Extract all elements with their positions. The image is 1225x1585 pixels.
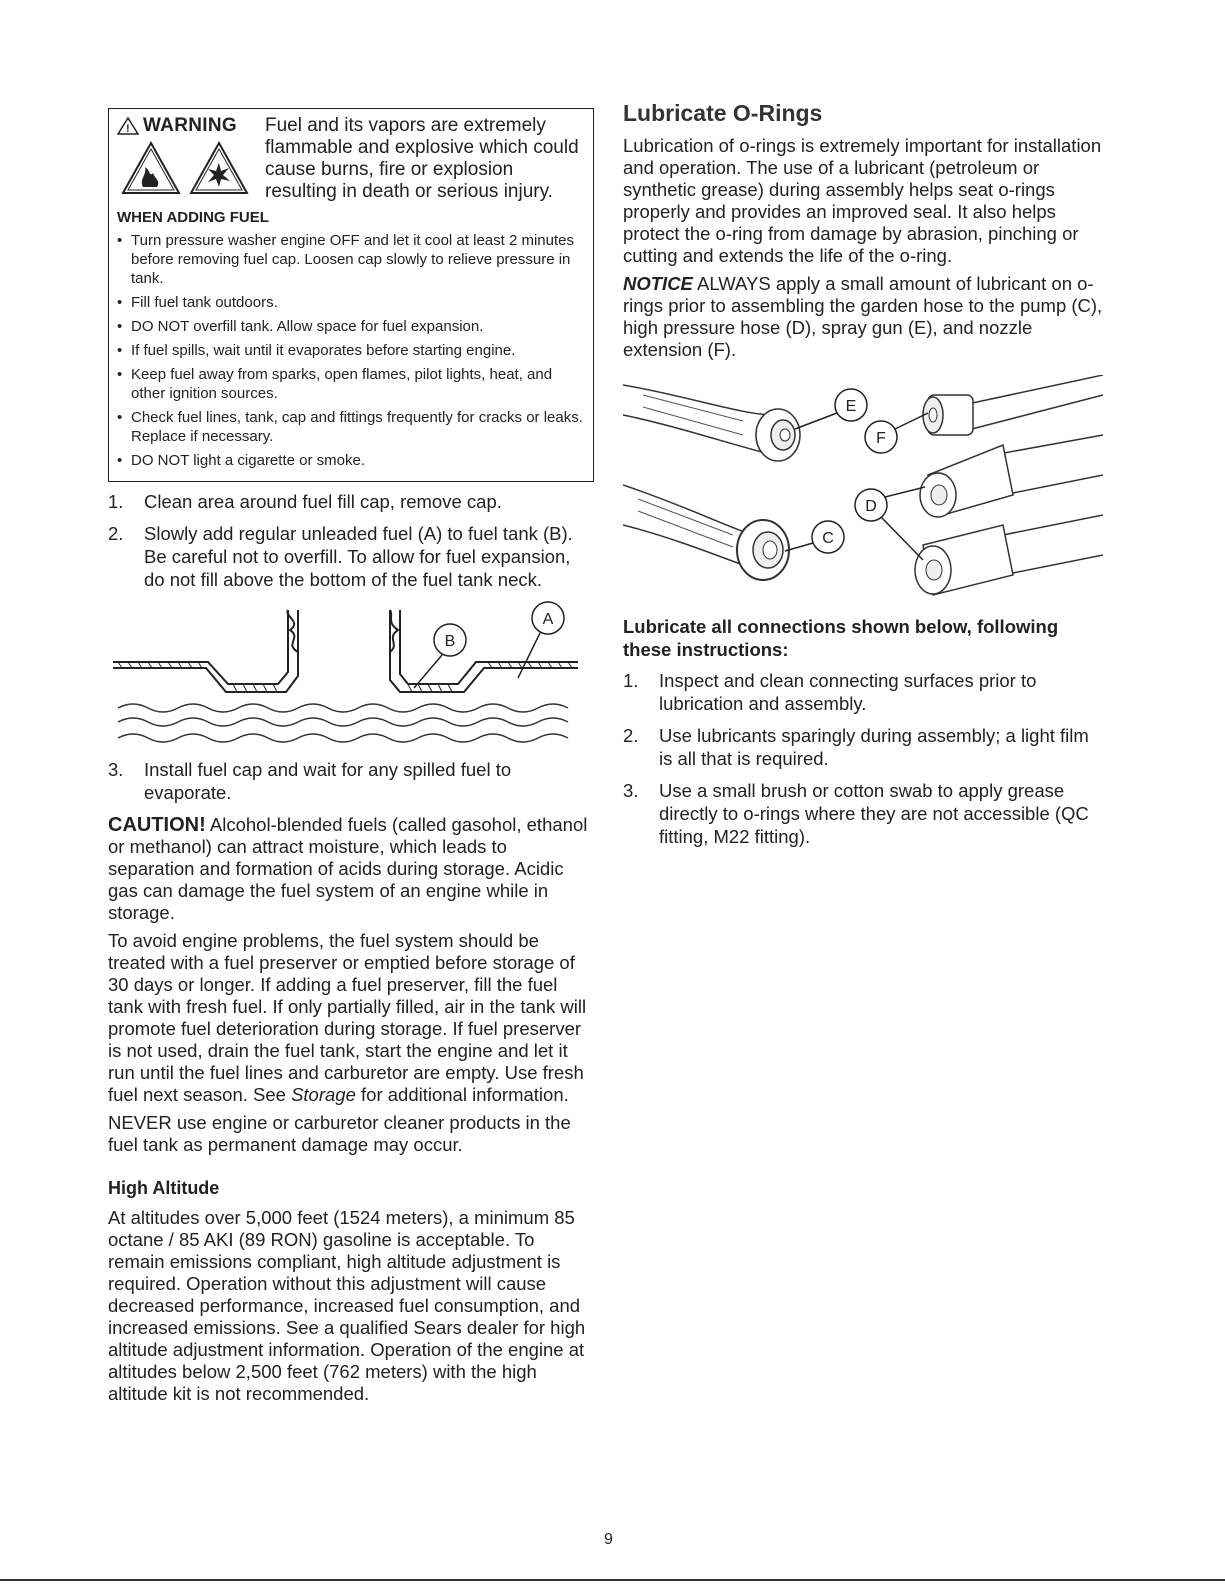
- label-c: C: [822, 530, 834, 547]
- storage-link-text: Storage: [291, 1084, 356, 1105]
- instruction-text: Inspect and clean connecting surfaces prior to lubrication and assembly.: [659, 670, 1037, 714]
- step-text: Clean area around fuel fill cap, remove cap.: [144, 491, 502, 512]
- warning-item: • DO NOT overfill tank. Allow space for fuel expansion.: [117, 317, 585, 336]
- instruction-text: Use lubricants sparingly during assembly; a light film is all that is required.: [659, 725, 1089, 769]
- step-text: Install fuel cap and wait for any spilled fuel to evaporate.: [144, 759, 512, 803]
- warning-list: [117, 231, 585, 470]
- step-text: Slowly add regular unleaded fuel (A) to fuel tank (B). Be careful not to overfill. To allow for fuel expansion, do not fill above the bottom of the fuel tank neck.: [144, 523, 573, 590]
- explosion-hazard-icon: [189, 141, 249, 195]
- instruction-item: [623, 724, 1103, 770]
- storage-text-end: for additional information.: [355, 1084, 569, 1105]
- caution-word: CAUTION!: [108, 814, 206, 836]
- step-item: [108, 522, 594, 591]
- instruction-text: Use a small brush or cotton swab to apply grease directly to o-rings where they are not accessible (QC fitting, M22 fitting).: [659, 780, 1089, 847]
- warning-box: [108, 108, 594, 482]
- lubricate-instructions: [623, 669, 1103, 848]
- instruction-number: 2.: [623, 725, 639, 746]
- step-number: 1.: [108, 491, 124, 512]
- storage-text: To avoid engine problems, the fuel system should be treated with a fuel preserver or emptied before storage of 30 days or longer. If adding a fuel preserver, fill the fuel tank with fresh fuel. If only partially filled, air in the tank will promote fuel deterioration during storage. If fuel preserver is not used, drain the fuel tank, start the engine and let it run until the fuel lines and carburetor are empty. Use fresh fuel next season. See: [108, 930, 587, 1105]
- fuel-steps: [108, 490, 594, 591]
- lubricate-intro: Lubrication of o-rings is extremely important for installation and operation. The use of a lubricant (petroleum or synthetic grease) during assembly helps seat o-rings properly and provides an improved seal. It also helps protect the o-ring from damage by abrasion, pinching or cutting and extends the life of the o-ring.: [623, 135, 1102, 266]
- notice-paragraph: [623, 273, 1103, 361]
- label-e: E: [845, 398, 857, 415]
- fuel-step-3: [108, 758, 594, 804]
- never-paragraph: NEVER use engine or carburetor cleaner products in the fuel tank as permanent damage may occur.: [108, 1112, 571, 1155]
- warning-item: • If fuel spills, wait until it evaporates before starting engine.: [117, 341, 585, 360]
- o-ring-connections-diagram: [623, 375, 1103, 605]
- instruction-item: [623, 669, 1103, 715]
- warning-subheading: WHEN ADDING FUEL: [117, 209, 269, 226]
- warning-heading: [117, 115, 265, 137]
- svg-text:!: !: [126, 123, 130, 135]
- label-b: B: [444, 633, 456, 650]
- warning-item: • DO NOT light a cigarette or smoke.: [117, 451, 585, 470]
- page-number: 9: [604, 1531, 613, 1548]
- warning-word: WARNING: [143, 115, 237, 136]
- bottom-border: [0, 1579, 1225, 1581]
- instruction-number: 3.: [623, 780, 639, 801]
- step-number: 3.: [108, 759, 124, 780]
- caution-text: Alcohol-blended fuels (called gasohol, ethanol or methanol) can attract moisture, which leads to separation and formation of acids during storage. Acidic gas can damage the fuel system of an engine while in storage.: [108, 814, 588, 923]
- alert-triangle-icon: [117, 117, 139, 135]
- step-item: [108, 758, 594, 804]
- step-item: [108, 490, 594, 513]
- warning-item: • Check fuel lines, tank, cap and fittings frequently for cracks or leaks. Replace if necessary.: [117, 408, 585, 446]
- step-number: 2.: [108, 523, 124, 544]
- left-column: [108, 108, 594, 1411]
- instruction-number: 1.: [623, 670, 639, 691]
- label-a: A: [542, 611, 554, 628]
- label-f: F: [876, 430, 886, 447]
- warning-item: • Fill fuel tank outdoors.: [117, 293, 585, 312]
- fire-hazard-icon: [121, 141, 181, 195]
- fuel-tank-diagram: [108, 600, 594, 750]
- lubricate-heading: Lubricate O-Rings: [623, 100, 823, 126]
- caution-paragraph: [108, 814, 594, 924]
- instruction-item: [623, 779, 1103, 848]
- high-altitude-text: At altitudes over 5,000 feet (1524 meters), a minimum 85 octane / 85 AKI (89 RON) gasoline is acceptable. To remain emissions compliant, high altitude adjustment is required. Operation without this adjustment will cause decreased performance, increased fuel consumption, and increased emissions. See a qualified Sears dealer for high altitude adjustment information. Operation of the engine at altitudes below 2,500 feet (762 meters) with the high altitude kit is not recommended.: [108, 1207, 586, 1404]
- notice-text: ALWAYS apply a small amount of lubricant on o-rings prior to assembling the garden hose to the pump (C), high pressure hose (D), spray gun (E), and nozzle extension (F).: [623, 273, 1103, 360]
- label-d: D: [865, 498, 877, 515]
- right-column: [623, 100, 1103, 857]
- warning-item: • Keep fuel away from sparks, open flames, pilot lights, heat, and other ignition sources.: [117, 365, 585, 403]
- storage-paragraph: [108, 930, 594, 1106]
- notice-word: NOTICE: [623, 273, 693, 294]
- warning-item: • Turn pressure washer engine OFF and let it cool at least 2 minutes before removing fuel cap. Loosen cap slowly to relieve pressure in tank.: [117, 231, 585, 288]
- instructions-heading: Lubricate all connections shown below, following these instructions:: [623, 616, 1059, 660]
- warning-message: Fuel and its vapors are extremely flammable and explosive which could cause burns, fire or explosion resulting in death or serious injury.: [265, 115, 579, 202]
- high-altitude-heading: High Altitude: [108, 1178, 220, 1198]
